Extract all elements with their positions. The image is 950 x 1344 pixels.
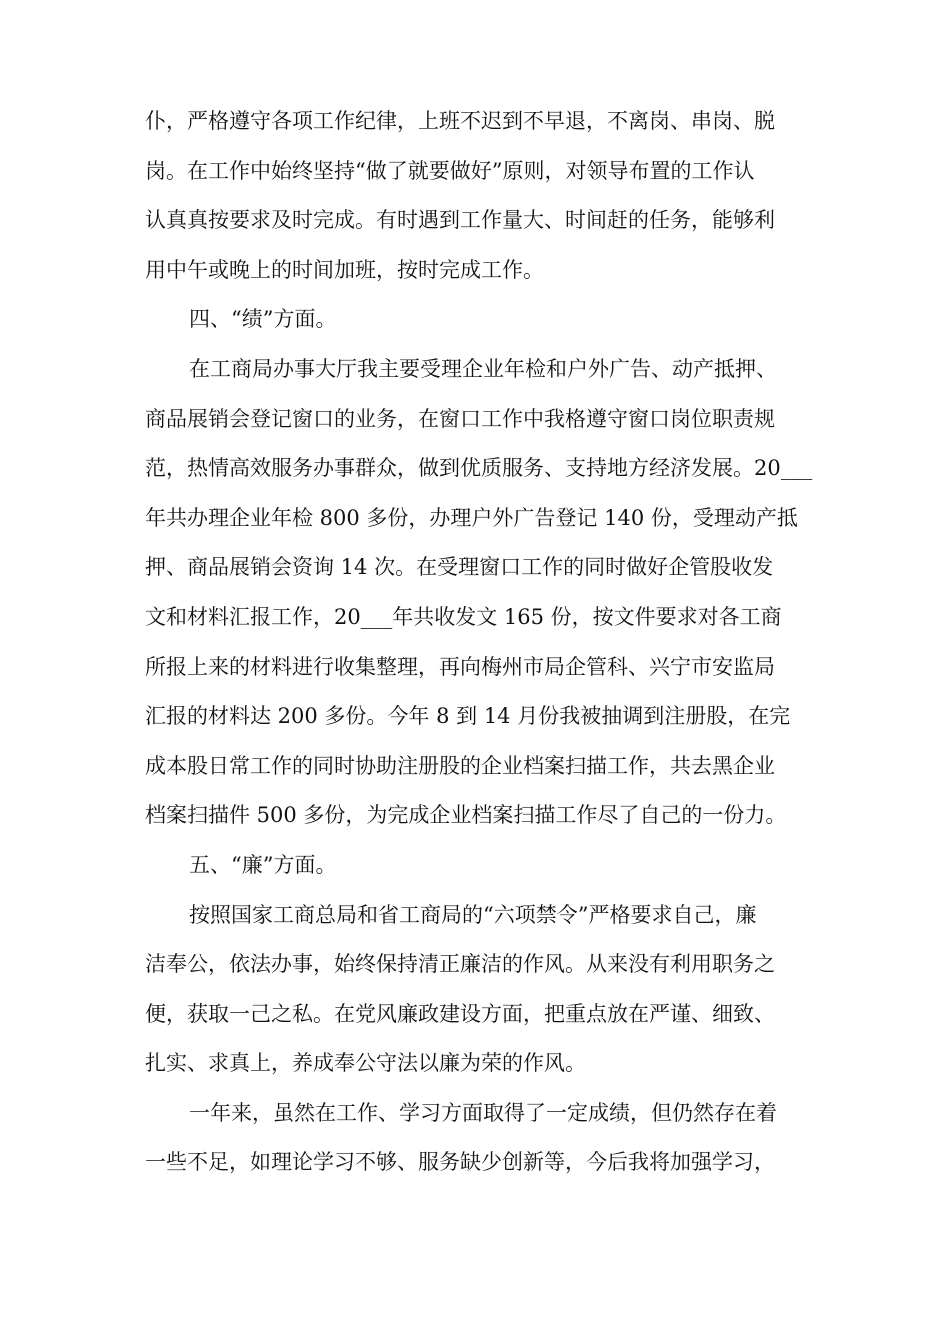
text-line: 洁奉公，依法办事，始终保持清正廉洁的作风。从来没有利用职务之 (145, 952, 775, 977)
text-line: 文和材料汇报工作，20___年共收发文 165 份，按文件要求对各工商 (145, 604, 782, 629)
document-body (145, 97, 817, 1188)
text-line: 一年来，虽然在工作、学习方面取得了一定成绩，但仍然存在着 (189, 1100, 777, 1125)
text-line: 用中午或晚上的时间加班，按时完成工作。 (145, 257, 544, 282)
text-line: 商品展销会登记窗口的业务，在窗口工作中我格遵守窗口岗位职责规 (145, 406, 775, 431)
text-line: 范，热情高效服务办事群众，做到优质服务、支持地方经济发展。20___ (145, 456, 813, 481)
text-line: 成本股日常工作的同时协助注册股的企业档案扫描工作，共去黑企业 (145, 753, 775, 778)
text-line: 档案扫描件 500 多份，为完成企业档案扫描工作尽了自己的一份力。 (145, 803, 787, 828)
text-line: 认真真按要求及时完成。有时遇到工作量大、时间赶的任务，能够利 (145, 208, 775, 233)
text-line: 岗。在工作中始终坚持“做了就要做好”原则，对领导布置的工作认 (145, 158, 755, 183)
text-line: 仆，严格遵守各项工作纪律，上班不迟到不早退，不离岗、串岗、脱 (145, 109, 775, 133)
text-line: 所报上来的材料进行收集整理，再向梅州市局企管科、兴宁市安监局 (145, 654, 775, 679)
text-line: 押、商品展销会资询 14 次。在受理窗口工作的同时做好企管股收发 (145, 555, 774, 580)
text-line: 扎实、求真上，养成奉公守法以廉为荣的作风。 (145, 1051, 586, 1076)
text-line: 汇报的材料达 200 多份。今年 8 到 14 月份我被抽调到注册股，在完 (145, 704, 791, 729)
text-line: 按照国家工商总局和省工商局的“六项禁令”严格要求自己，廉 (189, 902, 757, 927)
text-line: 在工商局办事大厅我主要受理企业年检和户外广告、动产抵押、 (189, 356, 777, 381)
text-line: 一些不足，如理论学习不够、服务缺少创新等，今后我将加强学习， (145, 1150, 775, 1175)
section-heading-ji: 四、“绩”方面。 (189, 307, 337, 332)
text-line: 年共办理企业年检 800 多份，办理户外广告登记 140 份，受理动产抵 (145, 505, 798, 530)
text-line: 便，获取一己之私。在党风廉政建设方面，把重点放在严谨、细致、 (145, 1001, 775, 1026)
section-heading-lian: 五、“廉”方面。 (189, 852, 337, 877)
